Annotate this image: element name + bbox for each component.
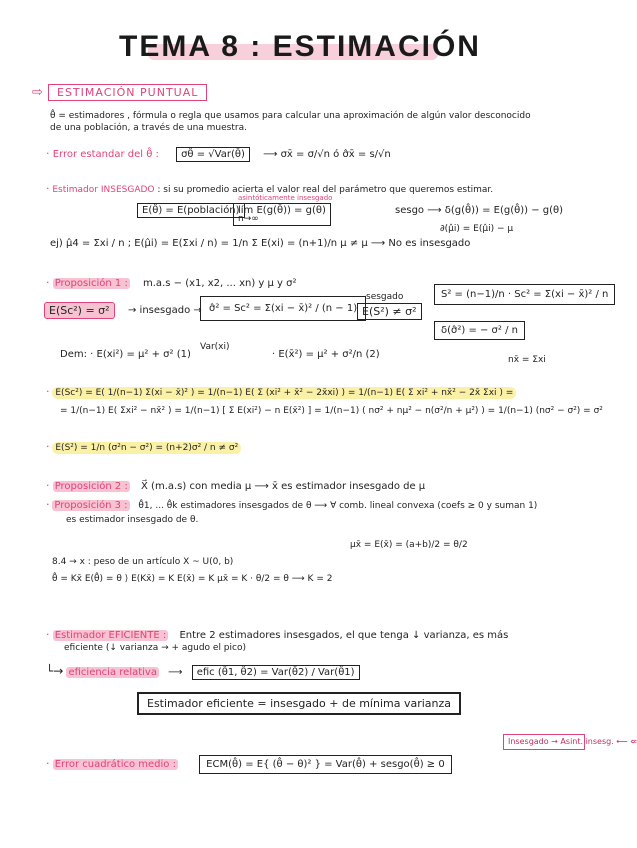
corner-arrow-icon: └→ [46, 664, 64, 678]
prop1-label: Proposición 1 : [54, 278, 128, 289]
bullet-icon: · [46, 628, 50, 641]
calc-formula-3: E(S²) = 1/n (σ²n − σ²) = (n+2)σ² / n ≠ σ² [52, 442, 241, 454]
prop1-estimator-box: σ̂² = Sc² = Σ(xi − x̄)² / (n − 1) [200, 296, 366, 321]
page-title: TEMA 8 : ESTIMACIÓN [119, 30, 481, 63]
insesgado-side-note: Insesgado → Asint. insesg. ⟵ ⇍ [503, 734, 585, 750]
prop1-insesgado-text: → insesgado → [128, 305, 202, 316]
sesgo-example: ∂(μ̂i) = E(μ̂i) − μ [440, 224, 514, 234]
ecm-row [46, 757, 452, 770]
bullet-icon: · [46, 479, 50, 492]
eficiente-line-2: eficiente (↓ varianza → + agudo el pico) [64, 643, 246, 653]
prop1-text: m.a.s − (x1, x2, ... xn) y μ y σ² [143, 278, 297, 289]
insesgado-text: : si su promedio acierta el valor real del parámetro que queremos estimar. [157, 185, 494, 195]
dem-line-1: Dem: · E(xi²) = μ² + σ² (1) [60, 349, 191, 360]
arrow-icon: ⟶ [168, 667, 183, 678]
sesgo-row [395, 205, 563, 216]
prop2-text: X⃗ (m.a.s) con media μ ⟶ x̄ es estimador insesgado de μ [141, 481, 426, 492]
bullet-icon: · [46, 498, 50, 511]
ecm-label: Error cuadrático medio : [54, 759, 176, 770]
insesgado-example: ej) μ̂4 = Σxi / n ; E(μ̂i) = E(Σxi / n) = 1/n Σ E(xi) = (n+1)/n μ ≠ μ ⟶ No es insesgado [50, 238, 471, 249]
ex84-line-1: 8.4 → x : peso de un artículo X ~ U(0, b) [52, 557, 234, 567]
bullet-icon: · [46, 440, 50, 453]
prop1-box-insesgado: E(Sc²) = σ² [44, 302, 115, 319]
asintotico-formula-box [233, 203, 331, 226]
bullet-icon: · [46, 147, 50, 160]
ex84-line-2: θ̂ = Kx̄ E(θ̂) = θ ⟩ E(Kx̄) = K E(x̄) = K μx̄ = K · θ/2 = θ ⟶ K = 2 [52, 574, 333, 584]
error-estandar-formula: σθ̂ = √Var(θ̂) [176, 147, 250, 162]
eficiencia-relativa-row [46, 664, 360, 678]
limit-formula: lím E(g(θ̂)) = g(θ) [238, 205, 326, 216]
sesgo-formula: sesgo ⟶ δ(g(θ̂)) = E(g(θ̂)) − g(θ) [395, 205, 564, 216]
prop2-label: Proposición 2 : [54, 481, 128, 492]
prop3-text: θ̂1, ... θ̂k estimadores insesgados de θ ⟶ ∀ comb. lineal convexa (coefs ≥ 0 y suman 1) [138, 501, 538, 511]
eficiente-text: Entre 2 estimadores insesgados, el que tenga ↓ varianza, es más [179, 630, 509, 641]
section-estimacion-puntual [32, 81, 207, 100]
asintotico-note: asintóticamente insesgado [238, 194, 333, 202]
insesgado-label: Estimador INSESGADO [52, 185, 155, 195]
eficiente-summary-box: Estimador eficiente = insesgado + de mínima varianza [137, 692, 461, 715]
bullet-icon: · [46, 757, 50, 770]
dem-line-2: · E(x̄²) = μ² + σ²/n (2) [272, 349, 380, 360]
ex84-note: μx̄ = E(x̄) = (a+b)/2 = θ/2 [350, 540, 468, 550]
error-estandar-result: ⟶ σx̄ = σ/√n ó σ̂x̄ = s/√n [263, 149, 391, 160]
prop1-sesgo-box: δ(σ̂²) = − σ² / n [434, 321, 525, 340]
prop2-row [46, 479, 425, 492]
sesgado-note: sesgado [366, 292, 404, 302]
definition-line-1: θ̂ = estimadores , fórmula o regla que usamos para calcular una aproximación de algún valor desconocido [50, 111, 531, 121]
insesgado-formula-box: E(θ̂) = E(población) [137, 203, 245, 218]
definition-line-2: de una población, a través de una muestra. [50, 123, 247, 133]
calc-line-1 [46, 385, 516, 398]
error-estandar-row [46, 147, 391, 160]
bullet-icon: · [46, 385, 50, 398]
prop3-label: Proposición 3 : [54, 500, 128, 511]
eficiente-label: Estimador EFICIENTE : [54, 630, 167, 641]
double-arrow-icon: ⇨ [32, 85, 43, 100]
var-note: Var(xi) [200, 342, 230, 352]
bullet-icon: · [46, 276, 50, 289]
prop3-row [46, 498, 537, 511]
eficiencia-relativa-formula: efic (θ̂1, θ̂2) = Var(θ̂2) / Var(θ̂1) [192, 665, 360, 680]
calc-line-2: = 1/(n−1) E( Σxi² − nx̄² ) = 1/(n−1) [ Σ E(xi²) − n E(x̄²) ] = 1/(n−1) ( nσ² + nμ² − n(σ²/n + μ²) ) = 1/(n−1) (nσ² − σ²) = σ² [60, 406, 603, 416]
section-heading: ESTIMACIÓN PUNTUAL [48, 84, 207, 101]
ecm-formula: ECM(θ̂) = E{ (θ̂ − θ)² } = Var(θ̂) + sesgo(θ̂) ≥ 0 [199, 755, 452, 774]
prop1-box-sesgado: E(S²) ≠ σ² [357, 303, 422, 320]
bullet-icon: · [46, 182, 50, 195]
nx-note: nx̄ = Σxi [508, 355, 546, 365]
prop1-s2-box: S² = (n−1)/n · Sc² = Σ(xi − x̄)² / n [434, 284, 615, 305]
calc-line-3 [46, 440, 241, 453]
error-estandar-label: Error estandar del θ̂ : [52, 149, 159, 160]
eficiente-row [46, 628, 508, 641]
prop3-text-2: es estimador insesgado de θ. [66, 515, 199, 525]
eficiencia-relativa-label: eficiencia relativa [68, 667, 157, 678]
limit-subscript: n→∞ [238, 214, 259, 224]
calc-formula-1: E(Sc²) = E( 1/(n−1) Σ(xi − x̄)² ) = 1/(n−1) E( Σ (xi² + x̄² − 2x̄xi) ) = 1/(n−1) E( Σ xi² + nx̄² − 2x̄ Σxi ) = [52, 387, 516, 399]
prop1-row [46, 276, 297, 289]
